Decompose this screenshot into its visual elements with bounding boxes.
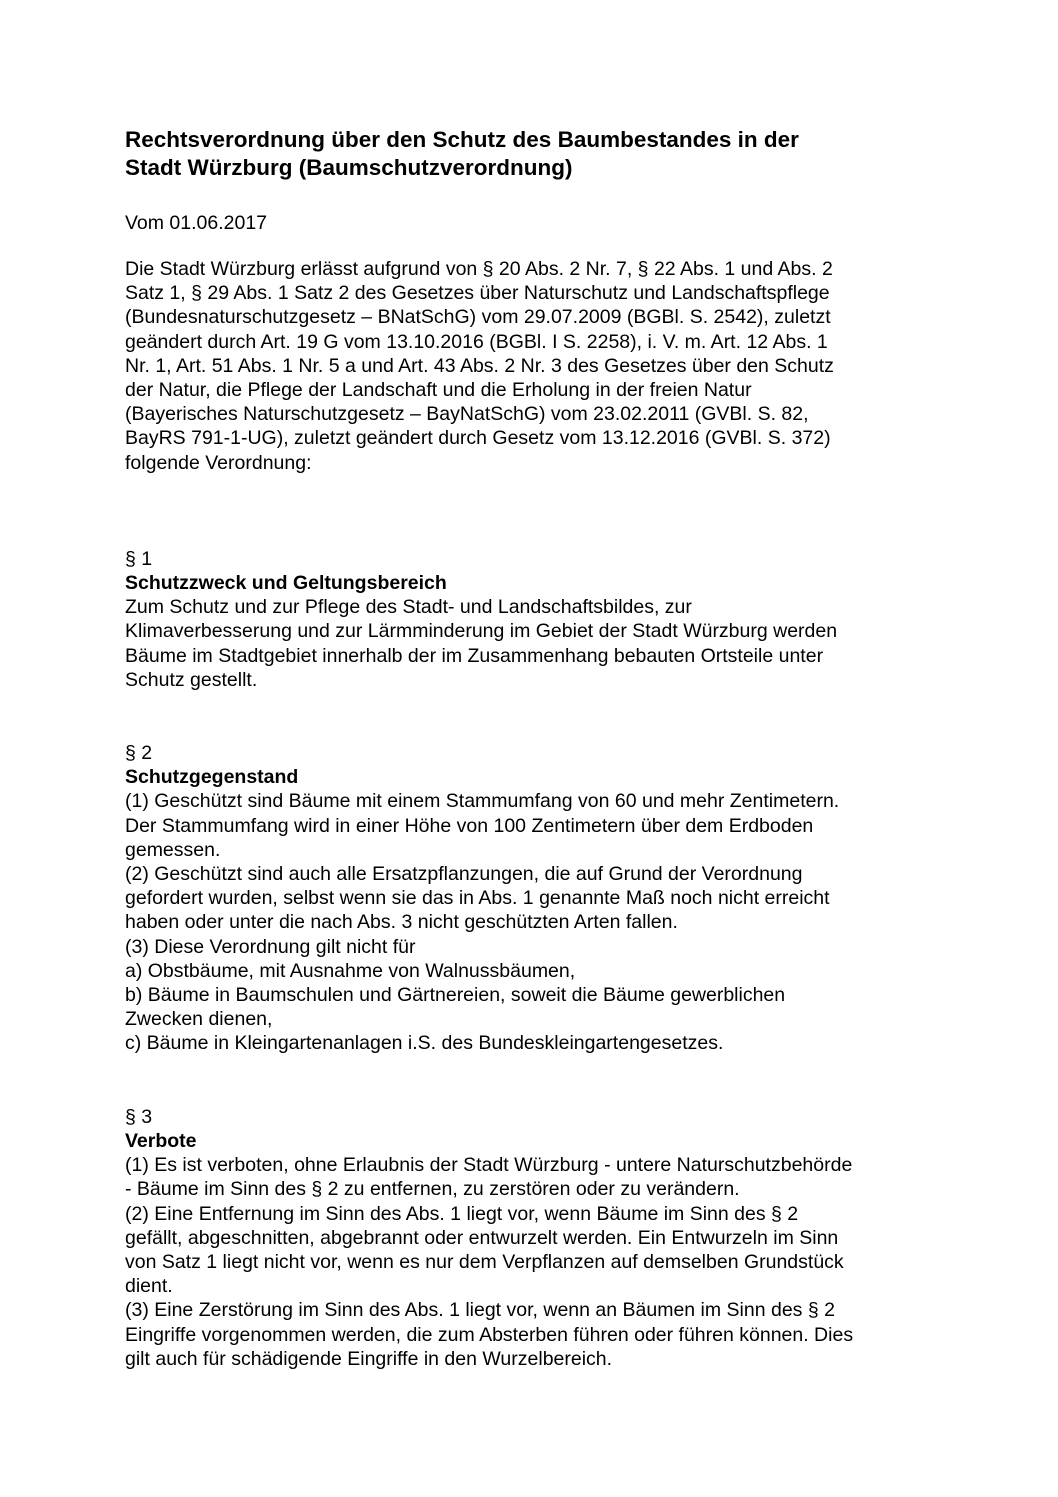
section-heading: Schutzgegenstand [125,766,299,789]
section-1 [125,547,925,692]
section-line: c) Bäume in Kleingartenanlagen i.S. des Bundeskleingartengesetzes. [125,1032,724,1055]
section-heading: Schutzzweck und Geltungsbereich [125,572,447,595]
preamble-line: Die Stadt Würzburg erlässt aufgrund von § 20 Abs. 2 Nr. 7, § 22 Abs. 1 und Abs. 2 [125,258,833,280]
section-line: gemessen. [125,838,221,861]
preamble-line: (Bayerisches Naturschutzgesetz – BayNatSchG) vom 23.02.2011 (GVBl. S. 82, [125,403,809,426]
section-line: (3) Diese Verordnung gilt nicht für [125,935,416,958]
title-line: Stadt Würzburg (Baumschutzverordnung) [125,155,573,180]
document-title [125,126,925,182]
section-line: (2) Eine Entfernung im Sinn des Abs. 1 liegt vor, wenn Bäume im Sinn des § 2 [125,1202,799,1225]
preamble [125,257,925,475]
preamble-line: folgende Verordnung: [125,451,312,474]
section-line: Zwecken dienen, [125,1008,273,1031]
section-line: dient. [125,1275,173,1298]
section-number: § 1 [125,547,153,570]
section-line: Klimaverbesserung und zur Lärmminderung im Gebiet der Stadt Würzburg werden [125,620,838,643]
section-line: a) Obstbäume, mit Ausnahme von Walnussbäumen, [125,959,576,982]
preamble-line: (Bundesnaturschutzgesetz – BNatSchG) vom 29.07.2009 (BGBl. S. 2542), zuletzt [125,306,831,329]
section-line: (1) Es ist verboten, ohne Erlaubnis der Stadt Würzburg - untere Naturschutzbehörde [125,1154,853,1177]
section-2 [125,741,925,1056]
section-line: haben oder unter die nach Abs. 3 nicht geschützten Arten fallen. [125,911,678,934]
section-line: gilt auch für schädigende Eingriffe in den Wurzelbereich. [125,1347,613,1370]
document-page [125,126,925,1371]
title-line: Rechtsverordnung über den Schutz des Baumbestandes in der [125,127,799,152]
section-line: - Bäume im Sinn des § 2 zu entfernen, zu zerstören oder zu verändern. [125,1178,740,1201]
section-line: (2) Geschützt sind auch alle Ersatzpflanzungen, die auf Grund der Verordnung [125,863,803,886]
section-line: gefordert wurden, selbst wenn sie das in Abs. 1 genannte Maß noch nicht erreicht [125,887,830,910]
section-line: gefällt, abgeschnitten, abgebrannt oder entwurzelt werden. Ein Entwurzeln im Sinn [125,1226,839,1249]
section-line: Eingriffe vorgenommen werden, die zum Absterben führen oder führen können. Dies [125,1323,854,1346]
section-number: § 3 [125,1105,153,1128]
section-line: Bäume im Stadtgebiet innerhalb der im Zusammenhang bebauten Ortsteile unter [125,644,824,667]
preamble-line: der Natur, die Pflege der Landschaft und die Erholung in der freien Natur [125,379,752,402]
section-line: b) Bäume in Baumschulen und Gärtnereien, soweit die Bäume gewerblichen [125,984,786,1007]
section-line: Schutz gestellt. [125,668,258,691]
section-line: Zum Schutz und zur Pflege des Stadt- und Landschaftsbildes, zur [125,596,692,619]
section-number: § 2 [125,742,153,765]
preamble-line: Nr. 1, Art. 51 Abs. 1 Nr. 5 a und Art. 43 Abs. 2 Nr. 3 des Gesetzes über den Schutz [125,354,834,377]
preamble-line: Satz 1, § 29 Abs. 1 Satz 2 des Gesetzes über Naturschutz und Landschaftspflege [125,282,830,305]
preamble-line: BayRS 791-1-UG), zuletzt geändert durch Gesetz vom 13.12.2016 (GVBl. S. 372) [125,427,831,450]
preamble-line: geändert durch Art. 19 G vom 13.10.2016 (BGBl. I S. 2258), i. V. m. Art. 12 Abs. 1 [125,330,828,353]
section-line: (1) Geschützt sind Bäume mit einem Stammumfang von 60 und mehr Zentimetern. [125,790,840,813]
document-date: Vom 01.06.2017 [125,212,268,234]
section-line: von Satz 1 liegt nicht vor, wenn es nur dem Verpflanzen auf demselben Grundstück [125,1250,844,1273]
section-heading: Verbote [125,1129,197,1152]
section-3 [125,1105,925,1371]
section-line: (3) Eine Zerstörung im Sinn des Abs. 1 liegt vor, wenn an Bäumen im Sinn des § 2 [125,1299,835,1322]
section-line: Der Stammumfang wird in einer Höhe von 100 Zentimetern über dem Erdboden [125,814,814,837]
